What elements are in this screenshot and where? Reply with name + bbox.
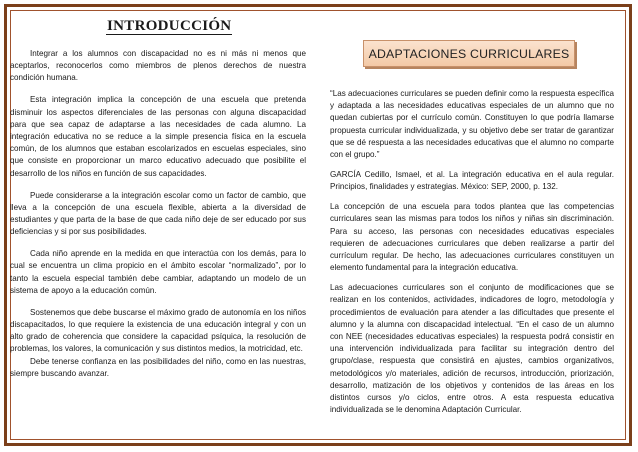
left-column: [10, 18, 306, 390]
integration-paragraph: Esta integración implica la concepción de una escuela que pretenda disminuir los aspectos diferenciales de las personas con alguna discapacidad para que sea capaz de adaptarse a las necesidades de cada alumno. La integración educativa no se reduce a la simple presencia física en la escuela común, de los alumnos que estaban escolarizados en escuelas especiales, sino que consiste en proporcionar un marco educativo adecuado que posibilite el desarrollo de los niños en función de sus capacidades.: [10, 95, 306, 178]
introduction-heading: [106, 18, 306, 34]
school-for-all-paragraph: La concepción de una escuela para todos plantea que las competencias curriculares sean las mismas para todos los niños y niñas sin discriminación. Para su acceso, las personas con necesidades educativas especiales requieren de adecuaciones curriculares que deben realizarse a partir del currículum regular. De hecho, las adecuaciones curriculares constituyen un elemento fundamental para la integración educativa.: [330, 202, 614, 273]
confidence-paragraph: Debe tenerse confianza en las posibilidades del niño, como en las nuestras, siempre buscando avanzar.: [10, 356, 306, 378]
banner-text: ADAPTACIONES CURRICULARES: [368, 46, 570, 61]
intro-paragraph: Integrar a los alumnos con discapacidad no es ni más ni menos que aceptarlos, reconocerlos como miembros de plenos derechos de nuestra condición humana.: [10, 49, 306, 83]
curricular-adaptations-banner: [363, 40, 575, 67]
introduction-heading-text: INTRODUCCIÓN: [107, 18, 232, 34]
definition-quote: “Las adecuaciones curriculares se pueden definir como la respuesta específica y adaptada a las necesidades educativas especiales de un alumno que no quedan cubiertas por el currículo común. Constituyen lo que podría llamarse propuesta curricular individualizada, y su objetivo debe ser tratar de garantizar que se dé respuesta a las necesidades educativas que el alumno no comparte con el grupo.”: [330, 89, 614, 160]
interaction-paragraph: Cada niño aprende en la medida en que interactúa con los demás, para lo cual se encuentra un clima propicio en el ámbito escolar “normalizado”, por lo tanto la escuela especial también debe cambiar, adaptando un modelo de un sistema de apoyo a la educación común.: [10, 249, 306, 295]
right-column: [330, 88, 614, 424]
autonomy-paragraph: Sostenemos que debe buscarse el máximo grado de autonomía en los niños discapacitados, lo que requiere la existencia de una educación integral y con un alto grado de coherencia que considere la capacidad psíquica, la resolución de problemas, los valores, la comunicación y sus distintos medios, la motricidad, etc.: [10, 307, 306, 354]
citation: GARCÍA Cedillo, Ismael, et al. La integración educativa en el aula regular. Principios, finalidades y estrategias. México: SEP, 2000, p. 132.: [330, 170, 614, 192]
adaptations-paragraph: Las adecuaciones curriculares son el conjunto de modificaciones que se realizan en los contenidos, actividades, indicadores de logro, metodología y procedimientos de evaluación para atender a las dificultades que presente el alumno y la alumna con discapacidad intelectual. “En el caso de un alumno con NEE (necesidades educativas especiales) la respuesta podrá consistir en una intervención individualizada para facilitar su integración dentro del grupo/clase, respuesta que consistirá en ajustes, cambios organizativos, metodológicos y/o materiales, adición de recursos, introducción, priorización, desarrollo, matización de los objetivos y contenidos de las áreas en los distintos cursos y/o ciclos, entre otros. A esta respuesta educativa individualizada se le denomina Adaptación Curricular.: [330, 283, 614, 415]
change-factor-paragraph: Puede considerarse a la integración escolar como un factor de cambio, que lleva a la concepción de una escuela flexible, abierta a la diversidad de estudiantes y que parta de la base de que cada niño deje de ser educado por sus deficiencias y si por sus posibilidades.: [10, 190, 306, 237]
